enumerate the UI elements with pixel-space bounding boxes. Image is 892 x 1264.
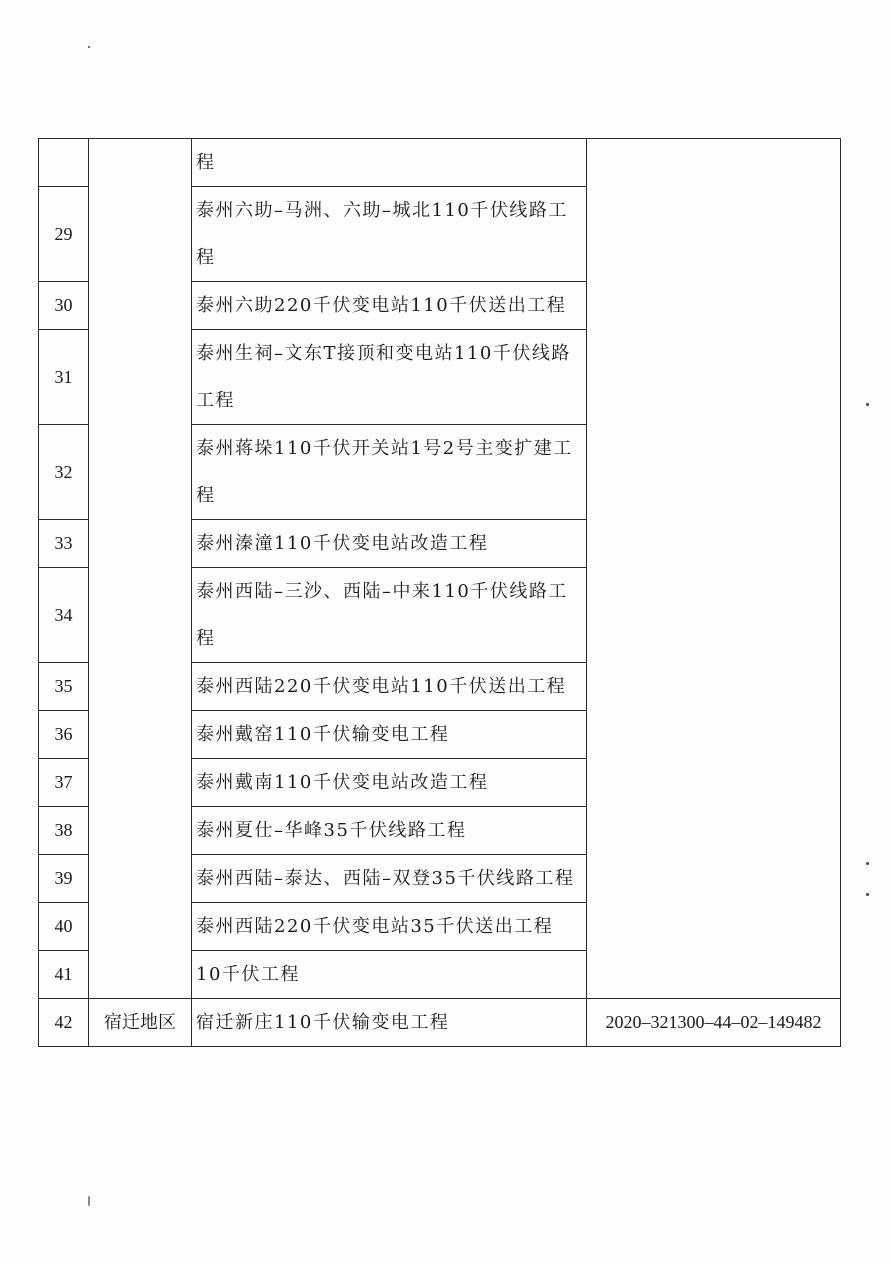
project-name: 泰州西陆–泰达、西陆–双登35千伏线路工程: [192, 855, 587, 903]
code-cell: [587, 139, 841, 999]
scan-speck: [866, 403, 869, 406]
row-number: 40: [39, 903, 89, 951]
row-number: 29: [39, 187, 89, 282]
project-name: 程: [192, 139, 587, 187]
project-name: 泰州溱潼110千伏变电站改造工程: [192, 520, 587, 568]
project-name: 10千伏工程: [192, 951, 587, 999]
row-number: 35: [39, 663, 89, 711]
project-name: 宿迁新庄110千伏输变电工程: [192, 999, 587, 1047]
row-number: 41: [39, 951, 89, 999]
row-number: 30: [39, 282, 89, 330]
row-number: 32: [39, 425, 89, 520]
project-name: 泰州蒋垛110千伏开关站1号2号主变扩建工程: [192, 425, 587, 520]
project-name: 泰州西陆220千伏变电站110千伏送出工程: [192, 663, 587, 711]
row-number: 37: [39, 759, 89, 807]
project-name: 泰州戴南110千伏变电站改造工程: [192, 759, 587, 807]
project-name: 泰州六助–马洲、六助–城北110千伏线路工程: [192, 187, 587, 282]
project-name: 泰州西陆220千伏变电站35千伏送出工程: [192, 903, 587, 951]
row-number: 42: [39, 999, 89, 1047]
project-name: 泰州六助220千伏变电站110千伏送出工程: [192, 282, 587, 330]
project-name: 泰州夏仕–华峰35千伏线路工程: [192, 807, 587, 855]
table-row: [39, 999, 841, 1047]
scan-speck: [866, 893, 869, 896]
row-number: [39, 139, 89, 187]
scan-speck: [88, 1196, 90, 1206]
scan-speck: [866, 862, 869, 865]
project-name: 泰州戴窑110千伏输变电工程: [192, 711, 587, 759]
row-number: 34: [39, 568, 89, 663]
project-name: 泰州西陆–三沙、西陆–中来110千伏线路工程: [192, 568, 587, 663]
row-number: 38: [39, 807, 89, 855]
project-code: 2020–321300–44–02–149482: [587, 999, 841, 1047]
project-name: 泰州生祠–文东T接顶和变电站110千伏线路工程: [192, 330, 587, 425]
table-row: [39, 139, 841, 187]
scan-speck: [88, 46, 90, 48]
project-table: [38, 138, 841, 1047]
row-number: 39: [39, 855, 89, 903]
row-number: 36: [39, 711, 89, 759]
region-name: 宿迁地区: [89, 999, 192, 1047]
row-number: 33: [39, 520, 89, 568]
region-cell: [89, 139, 192, 999]
row-number: 31: [39, 330, 89, 425]
